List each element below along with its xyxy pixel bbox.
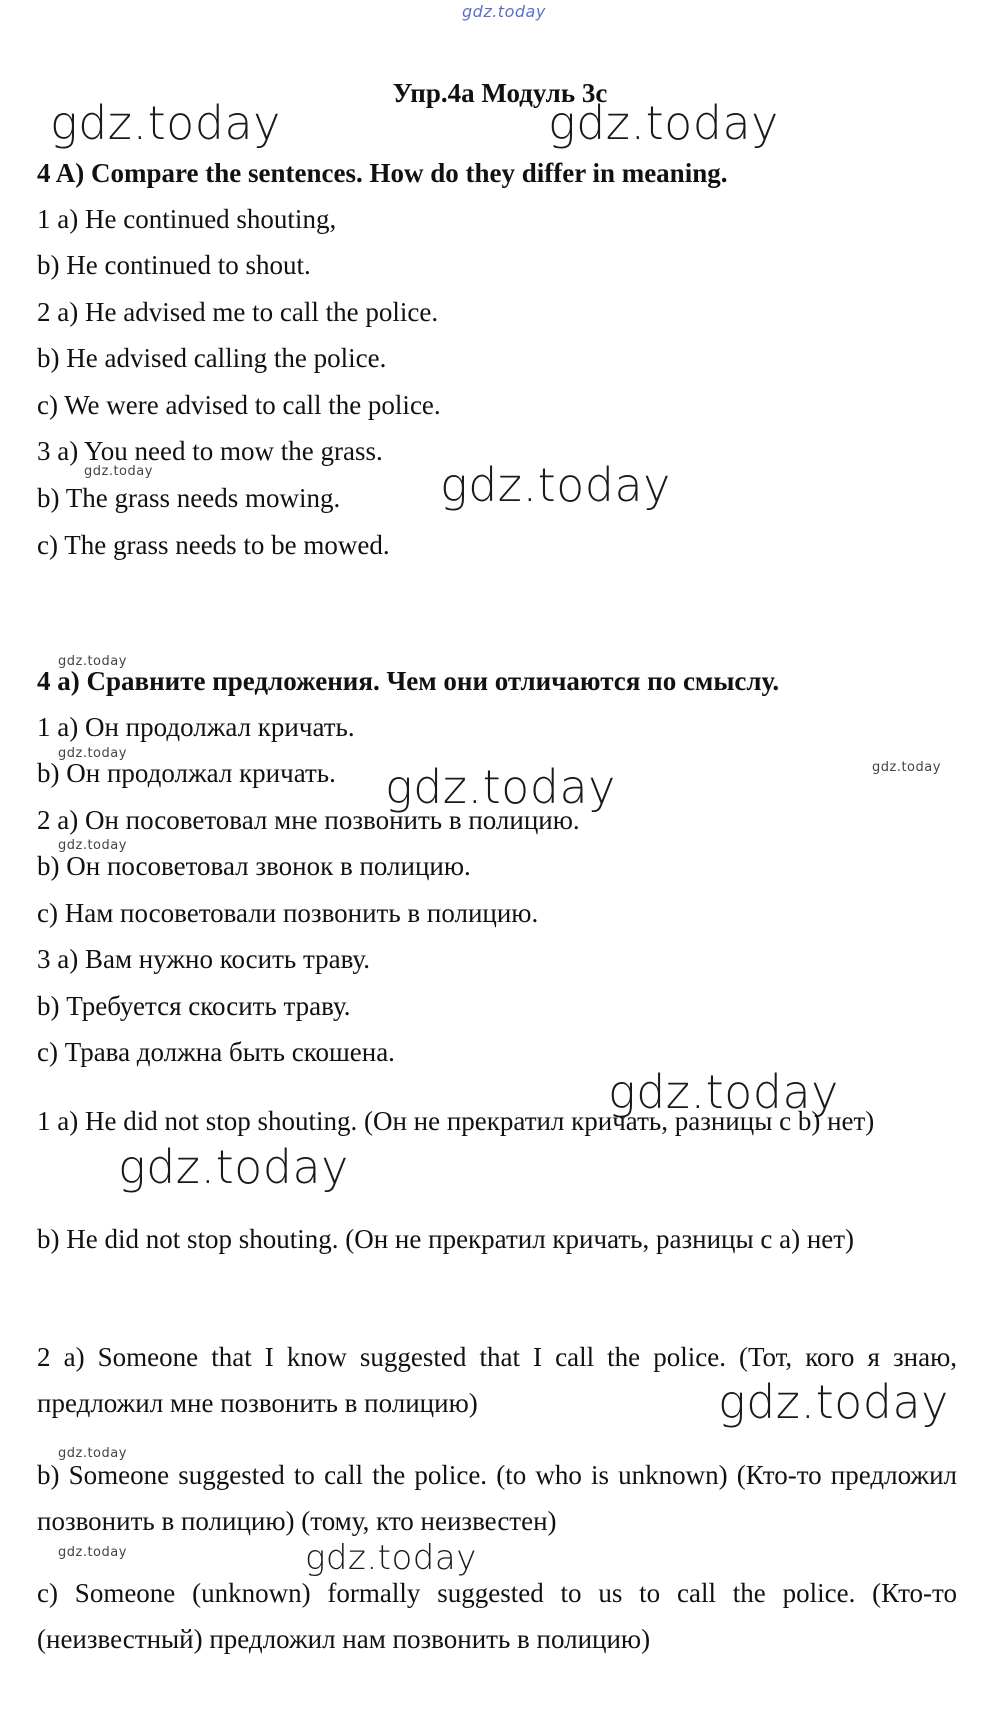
watermark: gdz.today xyxy=(58,746,127,761)
russian-line: b) Он посоветовал звонок в полицию. xyxy=(37,851,471,881)
russian-line: 3 a) Вам нужно косить траву. xyxy=(37,944,370,974)
answer-paragraph: 2 a) Someone that I know suggested that I call the police. (Тот, кого я знаю, предложил мне позвонить в полицию) xyxy=(37,1342,957,1418)
answer-paragraph: 1 a) He did not stop shouting. (Он не прекратил кричать, разницы с b) нет) xyxy=(37,1106,875,1136)
russian-line: b) Требуется скосить траву. xyxy=(37,991,351,1021)
english-line: 3 a) You need to mow the grass. xyxy=(37,436,383,466)
russian-line: c) Нам посоветовали позвонить в полицию. xyxy=(37,898,539,928)
watermark: gdz.today xyxy=(84,464,153,479)
russian-line: b) Он продолжал кричать. xyxy=(37,758,336,788)
watermark: gdz.today xyxy=(718,1375,949,1429)
english-line: 1 a) He continued shouting, xyxy=(37,204,337,234)
answer-paragraph: b) He did not stop shouting. (Он не прекратил кричать, разницы с a) нет) xyxy=(37,1224,855,1254)
english-line: c) We were advised to call the police. xyxy=(37,390,441,420)
russian-line: 1 a) Он продолжал кричать. xyxy=(37,712,355,742)
russian-line: c) Трава должна быть скошена. xyxy=(37,1037,395,1067)
watermark: gdz.today xyxy=(58,1545,127,1560)
watermark: gdz.today xyxy=(548,96,779,150)
russian-line: 2 a) Он посоветовал мне позвонить в полицию. xyxy=(37,805,580,835)
watermark: gdz.today xyxy=(872,760,941,775)
english-line: b) He continued to shout. xyxy=(37,250,311,280)
watermark: gdz.today xyxy=(118,1140,349,1194)
watermark: gdz.today xyxy=(58,1446,127,1461)
page-title: Упр.4а Модуль 3с xyxy=(392,78,608,108)
answer-paragraph: c) Someone (unknown) formally suggested to us to call the police. (Кто-то (неизвестный) предложил нам позвонить в полицию) xyxy=(37,1578,957,1654)
watermark: gdz.today xyxy=(305,1538,477,1578)
watermark: gdz.today xyxy=(440,458,671,512)
answer-paragraph: b) Someone suggested to call the police. (to who is unknown) (Кто-то предложил позвонить в полицию) (тому, кто неизвестен) xyxy=(37,1460,957,1536)
english-line: b) The grass needs mowing. xyxy=(37,483,341,513)
english-line: b) He advised calling the police. xyxy=(37,343,387,373)
watermark: gdz.today xyxy=(50,96,281,150)
english-line: 2 a) He advised me to call the police. xyxy=(37,297,439,327)
watermark: gdz.today xyxy=(58,654,127,669)
russian-heading: 4 a) Сравните предложения. Чем они отличаются по смыслу. xyxy=(37,666,780,696)
english-line: c) The grass needs to be mowed. xyxy=(37,530,390,560)
english-heading: 4 A) Compare the sentences. How do they differ in meaning. xyxy=(37,158,728,188)
watermark: gdz.today xyxy=(608,1065,839,1119)
watermark-top: gdz.today xyxy=(462,2,546,21)
watermark: gdz.today xyxy=(385,760,616,814)
watermark: gdz.today xyxy=(58,838,127,853)
